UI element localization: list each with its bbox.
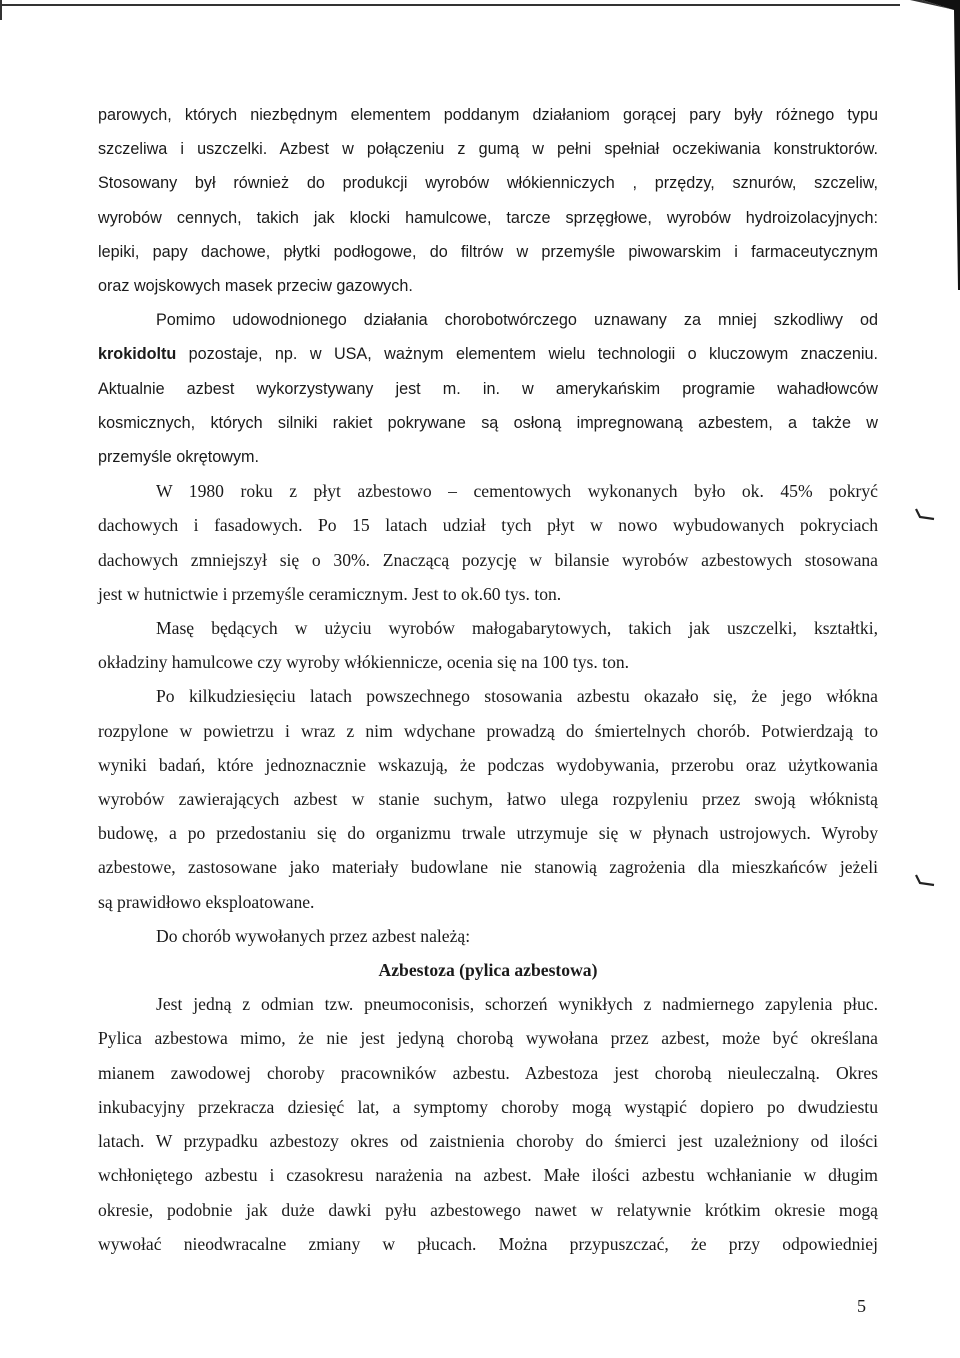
- text-line: Masę będących w użyciu wyrobów małogabarytowych, takich jak uszczelki, kształtki,: [156, 618, 878, 639]
- text-line: latach. W przypadku azbestozy okres od zaistnienia choroby do śmierci jest uzależniony od ilości: [98, 1131, 878, 1152]
- text-line: dachowych i fasadowych. Po 15 latach udział tych płyt w nowo wybudowanych pokryciach: [98, 515, 878, 536]
- text-line: Stosowany był również do produkcji wyrobów włókienniczych , przędzy, sznurów, szczeliw,: [98, 174, 878, 193]
- text-line: Po kilkudziesięciu latach powszechnego stosowania azbestu okazało się, że jego włókna: [156, 686, 878, 707]
- paragraph-1: [98, 98, 878, 303]
- text-line: rozpylone w powietrzu i wraz z nim wdychane prowadzą do śmiertelnych chorób. Potwierdzają to: [98, 720, 878, 741]
- bold-term: krokidoltu: [98, 345, 177, 364]
- page-number: 5: [857, 1296, 866, 1316]
- text-line: parowych, których niezbędnym elementem poddanym działaniom gorącej pary były różnego typu: [98, 106, 878, 124]
- text-line: są prawidłowo eksploatowane.: [98, 891, 315, 912]
- text-line: W 1980 roku z płyt azbestowo – cementowych wykonanych było ok. 45% pokryć: [156, 481, 878, 502]
- text-line: przemyśle okrętowym.: [98, 448, 260, 467]
- scan-edge-line: [0, 4, 900, 6]
- scan-corner-mark: [0, 0, 8, 20]
- document-body: [98, 98, 878, 1261]
- margin-check-mark: [914, 872, 936, 888]
- text-line: lepiki, papy dachowe, płytki podłogowe, do filtrów w przemyśle piwowarskim i farmaceutycznym: [98, 242, 878, 261]
- margin-check-mark: [914, 506, 936, 522]
- text-line: dachowych zmniejszył się o 30%. Znaczącą pozycję w bilansie wyrobów azbestowych stosowana: [98, 549, 878, 570]
- text-line: wchłoniętego azbestu i czasokresu narażenia na azbest. Małe ilości azbestu wchłanianie w długim: [98, 1165, 878, 1186]
- text-line: azbestowe, zastosowane jako materiały budowlane nie stanowią zagrożenia dla mieszkańców jeżeli: [98, 857, 878, 878]
- text-line: okładziny hamulcowe czy wyroby włókiennicze, ocenia się na 100 tys. ton.: [98, 652, 630, 673]
- paragraph-2: [98, 303, 878, 474]
- text-line: kosmicznych, których silniki rakiet pokrywane są osłoną impregnowaną azbestem, a także w: [98, 413, 878, 432]
- text-line: inkubacyjny przekracza dziesięć lat, a symptomy choroby mogą wystąpić dopiero po dwudziestu: [98, 1096, 878, 1117]
- paragraph-7: [98, 987, 878, 1261]
- text-line: budowę, a po przedostaniu się do organizmu trwale utrzymuje się w płynach ustrojowych. Wyroby: [98, 823, 878, 844]
- text-line: Do chorób wywołanych przez azbest należą:: [156, 925, 471, 946]
- section-heading: Azbestoza (pylica azbestowa): [378, 960, 598, 981]
- text-line: Aktualnie azbest wykorzystywany jest m. in. w amerykańskim programie wahadłowców: [98, 379, 878, 398]
- text-line: wyrobów zawierających azbest w stanie suchym, łatwo ulega rozpyleniu przez swoją włóknistą: [98, 789, 878, 810]
- paragraph-3: [98, 474, 878, 611]
- text-line: mianem zawodowej choroby pracowników azbestu. Azbestoza jest chorobą nieuleczalną. Okres: [98, 1062, 878, 1083]
- text-line: Pomimo udowodnionego działania chorobotwórczego uznawany za mniej szkodliwy od: [156, 311, 878, 330]
- text-line: jest w hutnictwie i przemyśle ceramicznym. Jest to ok.60 tys. ton.: [98, 583, 562, 604]
- text-line: wyrobów cennych, takich jak klocki hamulcowe, tarcze sprzęgłowe, wyrobów hydroizolacyjnych:: [98, 208, 878, 227]
- paragraph-4: [98, 611, 878, 679]
- paragraph-5: [98, 679, 878, 918]
- text-line: Pylica azbestowa mimo, że nie jest jedyną chorobą wywołana przez azbest, może być określana: [98, 1028, 878, 1049]
- text-line: [98, 337, 878, 371]
- text-line: szczeliwa i uszczelki. Azbest w połączeniu z gumą w pełni spełniał oczekiwania konstruktorów.: [98, 140, 878, 159]
- text-fragment: pozostaje, np. w USA, ważnym elementem wielu technologii o kluczowym znaczeniu.: [176, 345, 878, 364]
- text-line: oraz wojskowych masek przeciw gazowych.: [98, 277, 413, 296]
- text-line: okresie, podobnie jak duże dawki pyłu azbestowego nawet w relatywnie krótkim okresie mogą: [98, 1199, 878, 1220]
- text-line: Jest jedną z odmian tzw. pneumoconisis, schorzeń wynikłych z nadmiernego zapylenia płuc.: [156, 994, 878, 1015]
- text-line: wyniki badań, które jednoznacznie wskazują, że podczas wydobywania, przerobu oraz użytkowania: [98, 754, 878, 775]
- text-line: wywołać nieodwracalne zmiany w płucach. Można przypuszczać, że przy odpowiedniej: [98, 1233, 878, 1254]
- paragraph-6: [98, 919, 878, 953]
